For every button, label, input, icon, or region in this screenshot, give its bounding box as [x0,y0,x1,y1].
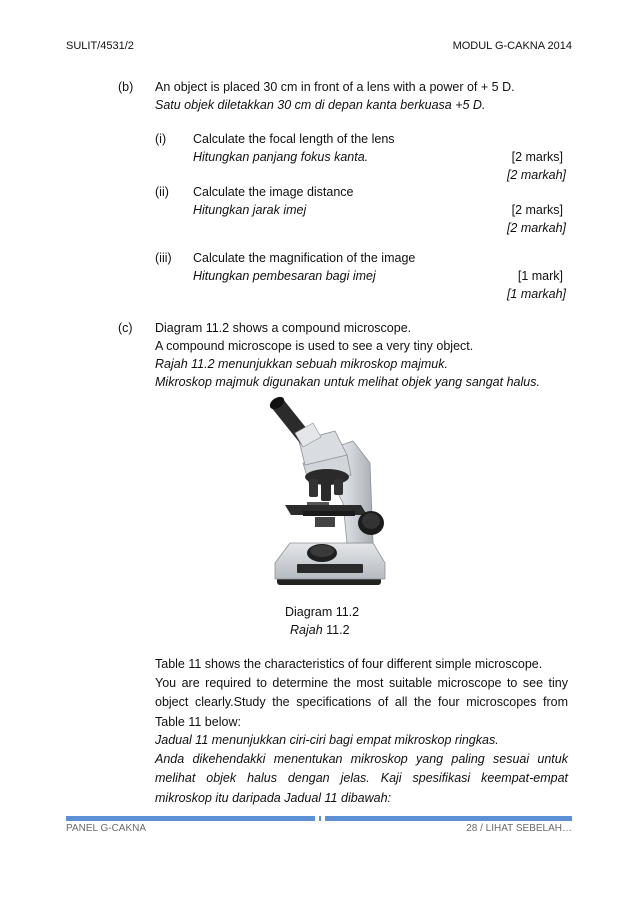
item-iii-question-ms: Hitungkan pembesaran bagi imej [193,269,376,283]
item-iii-marks: [1 mark] [517,269,563,283]
paragraph-ms-line: Anda dikehendakki menentukan mikroskop yang paling sesuai untuk [155,752,568,767]
part-c-label: (c) [118,321,133,335]
paragraph-ms-line: mikroskop itu daripada Jadual 11 dibawah: [155,790,392,805]
item-ii-question-ms: Hitungkan jarak imej [193,203,307,217]
paragraph-ms [155,731,568,808]
paragraph-en [155,655,568,732]
item-iii-markah: [1 markah] [506,287,566,301]
part-c-line-1: Diagram 11.2 shows a compound microscope. [155,321,412,335]
item-ii-marks: [2 marks] [511,203,563,217]
paragraph-en-line: object clearly.Study the specifications of all the four microscopes from [155,695,568,710]
item-i-question-ms: Hitungkan panjang fokus kanta. [193,150,369,164]
item-iii-question-en: Calculate the magnification of the image [193,251,416,265]
item-ii-markah: [2 markah] [506,221,566,235]
paragraph-ms-line: Jadual 11 menunjukkan ciri-ciri bagi empat mikroskop ringkas. [155,733,499,747]
figure-caption-ms-number: 11.2 [326,623,350,637]
part-c-line-3: Rajah 11.2 menunjukkan sebuah mikroskop majmuk. [155,357,448,371]
item-ii-question-en: Calculate the image distance [193,185,354,199]
part-b-question-en: An object is placed 30 cm in front of a lens with a power of + 5 D. [155,80,515,94]
item-ii-number: (ii) [155,185,169,199]
footer-right: 28 / LIHAT SEBELAH… [466,823,572,834]
header-right: MODUL G-CAKNA 2014 [452,40,572,52]
paragraph-en-line: You are required to determine the most suitable microscope to see tiny [155,676,568,691]
paragraph-en-line: Table 11 shows the characteristics of four different simple microscope. [155,657,543,671]
paragraph-ms-line: melihat objek halus dengan jelas. Kaji spesifikasi keempat-empat [155,771,568,786]
header-left: SULIT/4531/2 [66,40,134,52]
part-c-line-2: A compound microscope is used to see a very tiny object. [155,339,474,353]
part-c-line-4: Mikroskop majmuk digunakan untuk melihat objek yang sangat halus. [155,375,540,389]
figure-caption-en: Diagram 11.2 [285,605,360,619]
part-b-question-ms: Satu objek diletakkan 30 cm di depan kanta berkuasa +5 D. [155,98,486,112]
item-i-number: (i) [155,132,167,146]
figure-caption-ms-word: Rajah [290,623,323,637]
paragraph-en-line: Table 11 below: [155,714,241,729]
footer-left: PANEL G-CAKNA [66,823,147,834]
item-iii-number: (iii) [155,251,172,265]
item-i-markah: [2 markah] [506,168,566,182]
footer-rule [66,816,572,821]
figure-caption-ms [290,623,350,637]
compound-microscope-figure [255,393,400,598]
item-i-question-en: Calculate the focal length of the lens [193,132,395,146]
item-i-marks: [2 marks] [511,150,563,164]
part-b-label: (b) [118,80,134,94]
